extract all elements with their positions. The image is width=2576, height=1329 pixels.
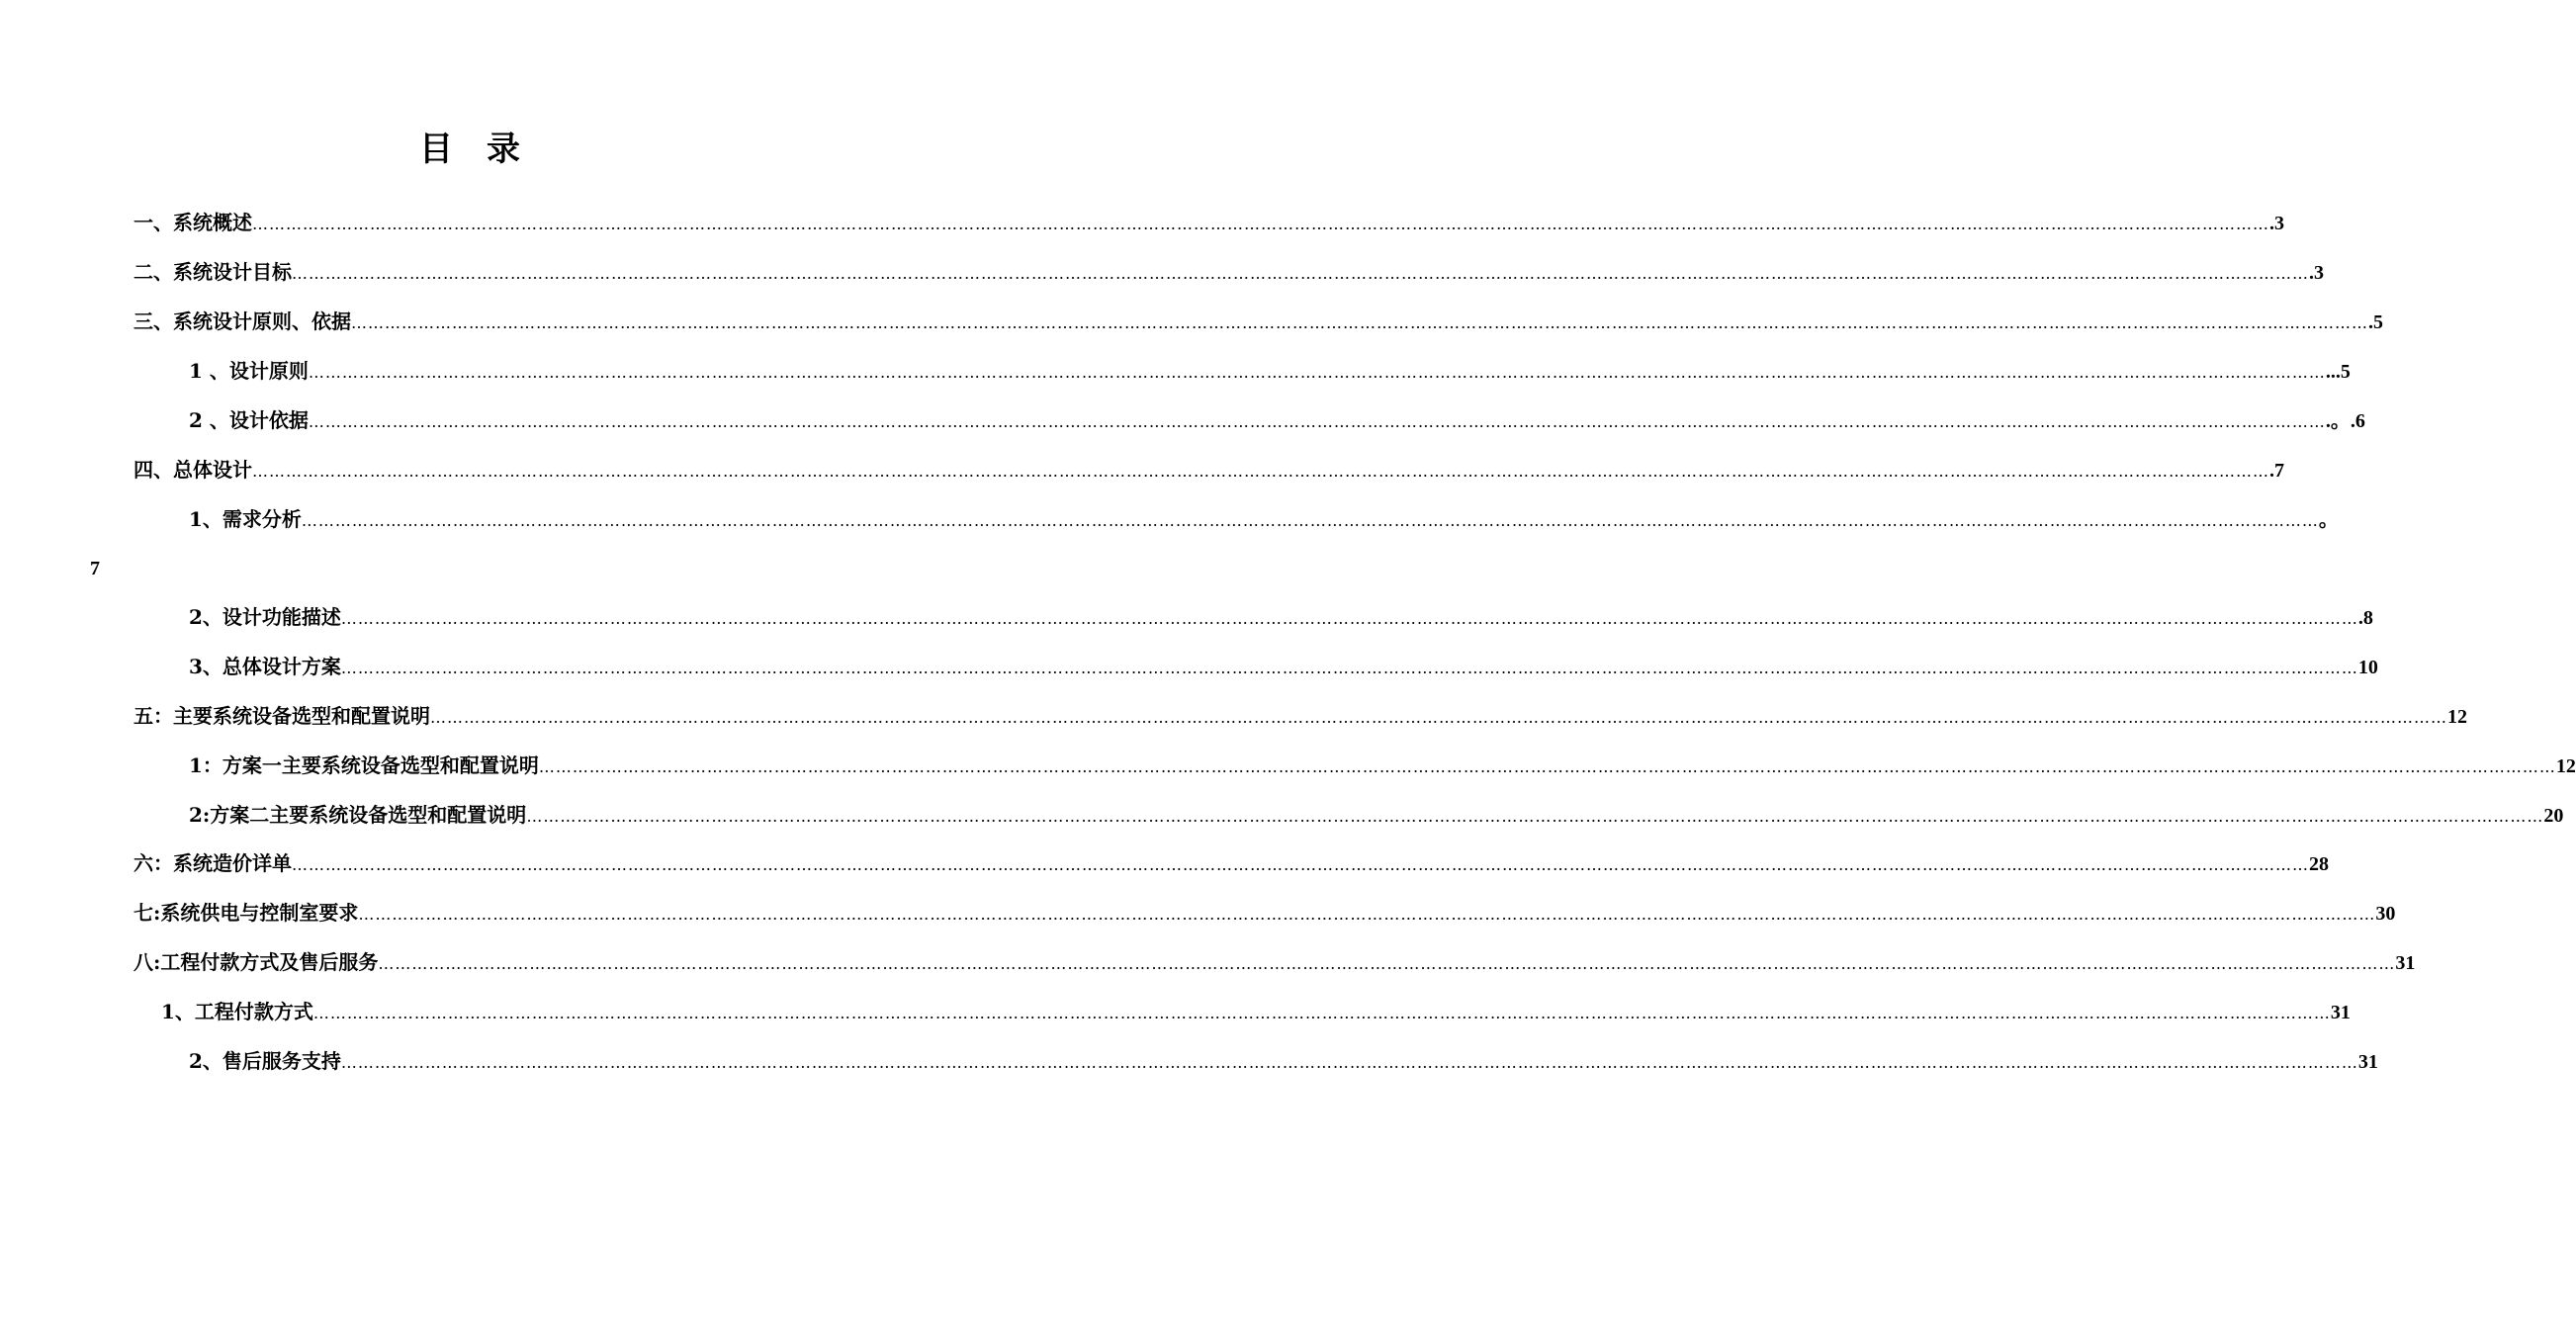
- toc-entry[interactable]: [133, 701, 2467, 731]
- toc-entry[interactable]: [189, 800, 2564, 830]
- toc-entry-page: .3: [2269, 213, 2284, 234]
- toc-entry-label: 五：主要系统设备选型和配置说明: [133, 704, 430, 728]
- toc-entry[interactable]: [189, 751, 2576, 780]
- toc-entry-page: .7: [2269, 460, 2284, 482]
- toc-entry[interactable]: [189, 652, 2378, 681]
- toc-entry-label: 2:方案二主要系统设备选型和配置说明: [189, 803, 527, 827]
- toc-entry-label: 1、需求分析: [189, 507, 302, 531]
- toc-title-char-1: 目: [419, 130, 453, 169]
- toc-title: [0, 127, 939, 172]
- toc-entry-label: 四、总体设计: [133, 458, 252, 482]
- dot-leader: ………………………………………………………………………………………………………………………………………………………………………………………………………………………………………………………………………………………………………………………………: [301, 511, 2319, 530]
- dot-leader: ………………………………………………………………………………………………………………………………………………………………………………………………………………………………………………………………………………………………………………………………: [526, 807, 2544, 826]
- wrapped-page-number: 7: [90, 558, 100, 579]
- dot-leader: ………………………………………………………………………………………………………………………………………………………………………………………………………………………………………………………………………………………………………………………………: [292, 264, 2309, 283]
- toc-entry-page: 30: [2375, 903, 2396, 925]
- dot-leader: ………………………………………………………………………………………………………………………………………………………………………………………………………………………………………………………………………………………………………………………………: [340, 659, 2358, 677]
- toc-entry[interactable]: [133, 455, 2284, 485]
- dot-leader: ………………………………………………………………………………………………………………………………………………………………………………………………………………………………………………………………………………………………………………………………: [538, 757, 2556, 776]
- dot-leader: ………………………………………………………………………………………………………………………………………………………………………………………………………………………………………………………………………………………………………………………………: [351, 313, 2368, 332]
- dot-leader: ………………………………………………………………………………………………………………………………………………………………………………………………………………………………………………………………………………………………………………………………: [308, 363, 2326, 382]
- toc-entry[interactable]: [189, 356, 2351, 386]
- toc-entry-page: .3: [2309, 262, 2324, 284]
- dot-leader: ………………………………………………………………………………………………………………………………………………………………………………………………………………………………………………………………………………………………………………………………: [252, 462, 2269, 481]
- toc-entry[interactable]: [189, 1046, 2378, 1076]
- toc-entry-page: ...5: [2325, 361, 2351, 383]
- toc-entry-page: 12: [2447, 706, 2467, 728]
- toc-entry-page: .5: [2368, 311, 2383, 333]
- toc-entry-page: 。: [2318, 509, 2339, 531]
- toc-entry[interactable]: [189, 504, 2339, 534]
- toc-entry[interactable]: [189, 602, 2373, 632]
- toc-entry[interactable]: [133, 307, 2383, 336]
- toc-entry-label: 七:系统供电与控制室要求: [133, 901, 359, 925]
- toc-entry-label: 三、系统设计原则、依据: [133, 310, 351, 333]
- dot-leader: ………………………………………………………………………………………………………………………………………………………………………………………………………………………………………………………………………………………………………………………………: [358, 905, 2376, 924]
- toc-entry[interactable]: [133, 848, 2329, 878]
- toc-entry-page: 10: [2357, 657, 2378, 678]
- toc-entry-page: 31: [2395, 952, 2416, 974]
- toc-entry-label: 六：系统造价详单: [133, 851, 292, 875]
- toc-title-char-2: 录: [487, 130, 520, 169]
- toc-entry-page: .。.6: [2325, 410, 2365, 432]
- dot-leader: ………………………………………………………………………………………………………………………………………………………………………………………………………………………………………………………………………………………………………………………………: [340, 609, 2358, 628]
- toc-entry[interactable]: [133, 947, 2416, 977]
- toc-entry-label: 2、售后服务支持: [189, 1049, 341, 1073]
- toc-entry-label: 1 、设计原则: [189, 359, 309, 383]
- toc-entry-page: 20: [2543, 805, 2564, 827]
- toc-entry[interactable]: [133, 257, 2324, 287]
- toc-entry-label: 1：方案一主要系统设备选型和配置说明: [189, 753, 539, 777]
- toc-entry-label: 2 、设计依据: [189, 408, 309, 432]
- dot-leader: ………………………………………………………………………………………………………………………………………………………………………………………………………………………………………………………………………………………………………………………………: [430, 708, 2447, 727]
- toc-entry-page: 12: [2555, 755, 2576, 777]
- toc-entry[interactable]: [189, 405, 2365, 435]
- toc-entry-label: 3、总体设计方案: [189, 655, 341, 678]
- toc-entry-label: 2、设计功能描述: [189, 605, 341, 629]
- toc-entry[interactable]: [133, 898, 2396, 928]
- toc-entry-label: 二、系统设计目标: [133, 260, 292, 284]
- toc-entry-label: 一、系统概述: [133, 211, 252, 234]
- toc-entry-label: 1、工程付款方式: [161, 1000, 313, 1023]
- toc-entry-page: .8: [2357, 607, 2373, 629]
- dot-leader: ………………………………………………………………………………………………………………………………………………………………………………………………………………………………………………………………………………………………………………………………: [308, 412, 2326, 431]
- dot-leader: ………………………………………………………………………………………………………………………………………………………………………………………………………………………………………………………………………………………………………………………………: [312, 1004, 2331, 1022]
- toc-entry-page: 28: [2309, 853, 2329, 875]
- dot-leader: ………………………………………………………………………………………………………………………………………………………………………………………………………………………………………………………………………………………………………………………………: [340, 1053, 2358, 1072]
- toc-entry-page: 31: [2330, 1002, 2351, 1023]
- toc-entry-label: 八:工程付款方式及售后服务: [133, 950, 379, 974]
- toc-entry-page: 31: [2357, 1051, 2378, 1073]
- toc-entry[interactable]: [133, 208, 2284, 237]
- dot-leader: ………………………………………………………………………………………………………………………………………………………………………………………………………………………………………………………………………………………………………………………………: [378, 954, 2396, 973]
- dot-leader: ………………………………………………………………………………………………………………………………………………………………………………………………………………………………………………………………………………………………………………………………: [252, 215, 2269, 233]
- dot-leader: ………………………………………………………………………………………………………………………………………………………………………………………………………………………………………………………………………………………………………………………………: [292, 855, 2309, 874]
- toc-entry[interactable]: [161, 997, 2351, 1026]
